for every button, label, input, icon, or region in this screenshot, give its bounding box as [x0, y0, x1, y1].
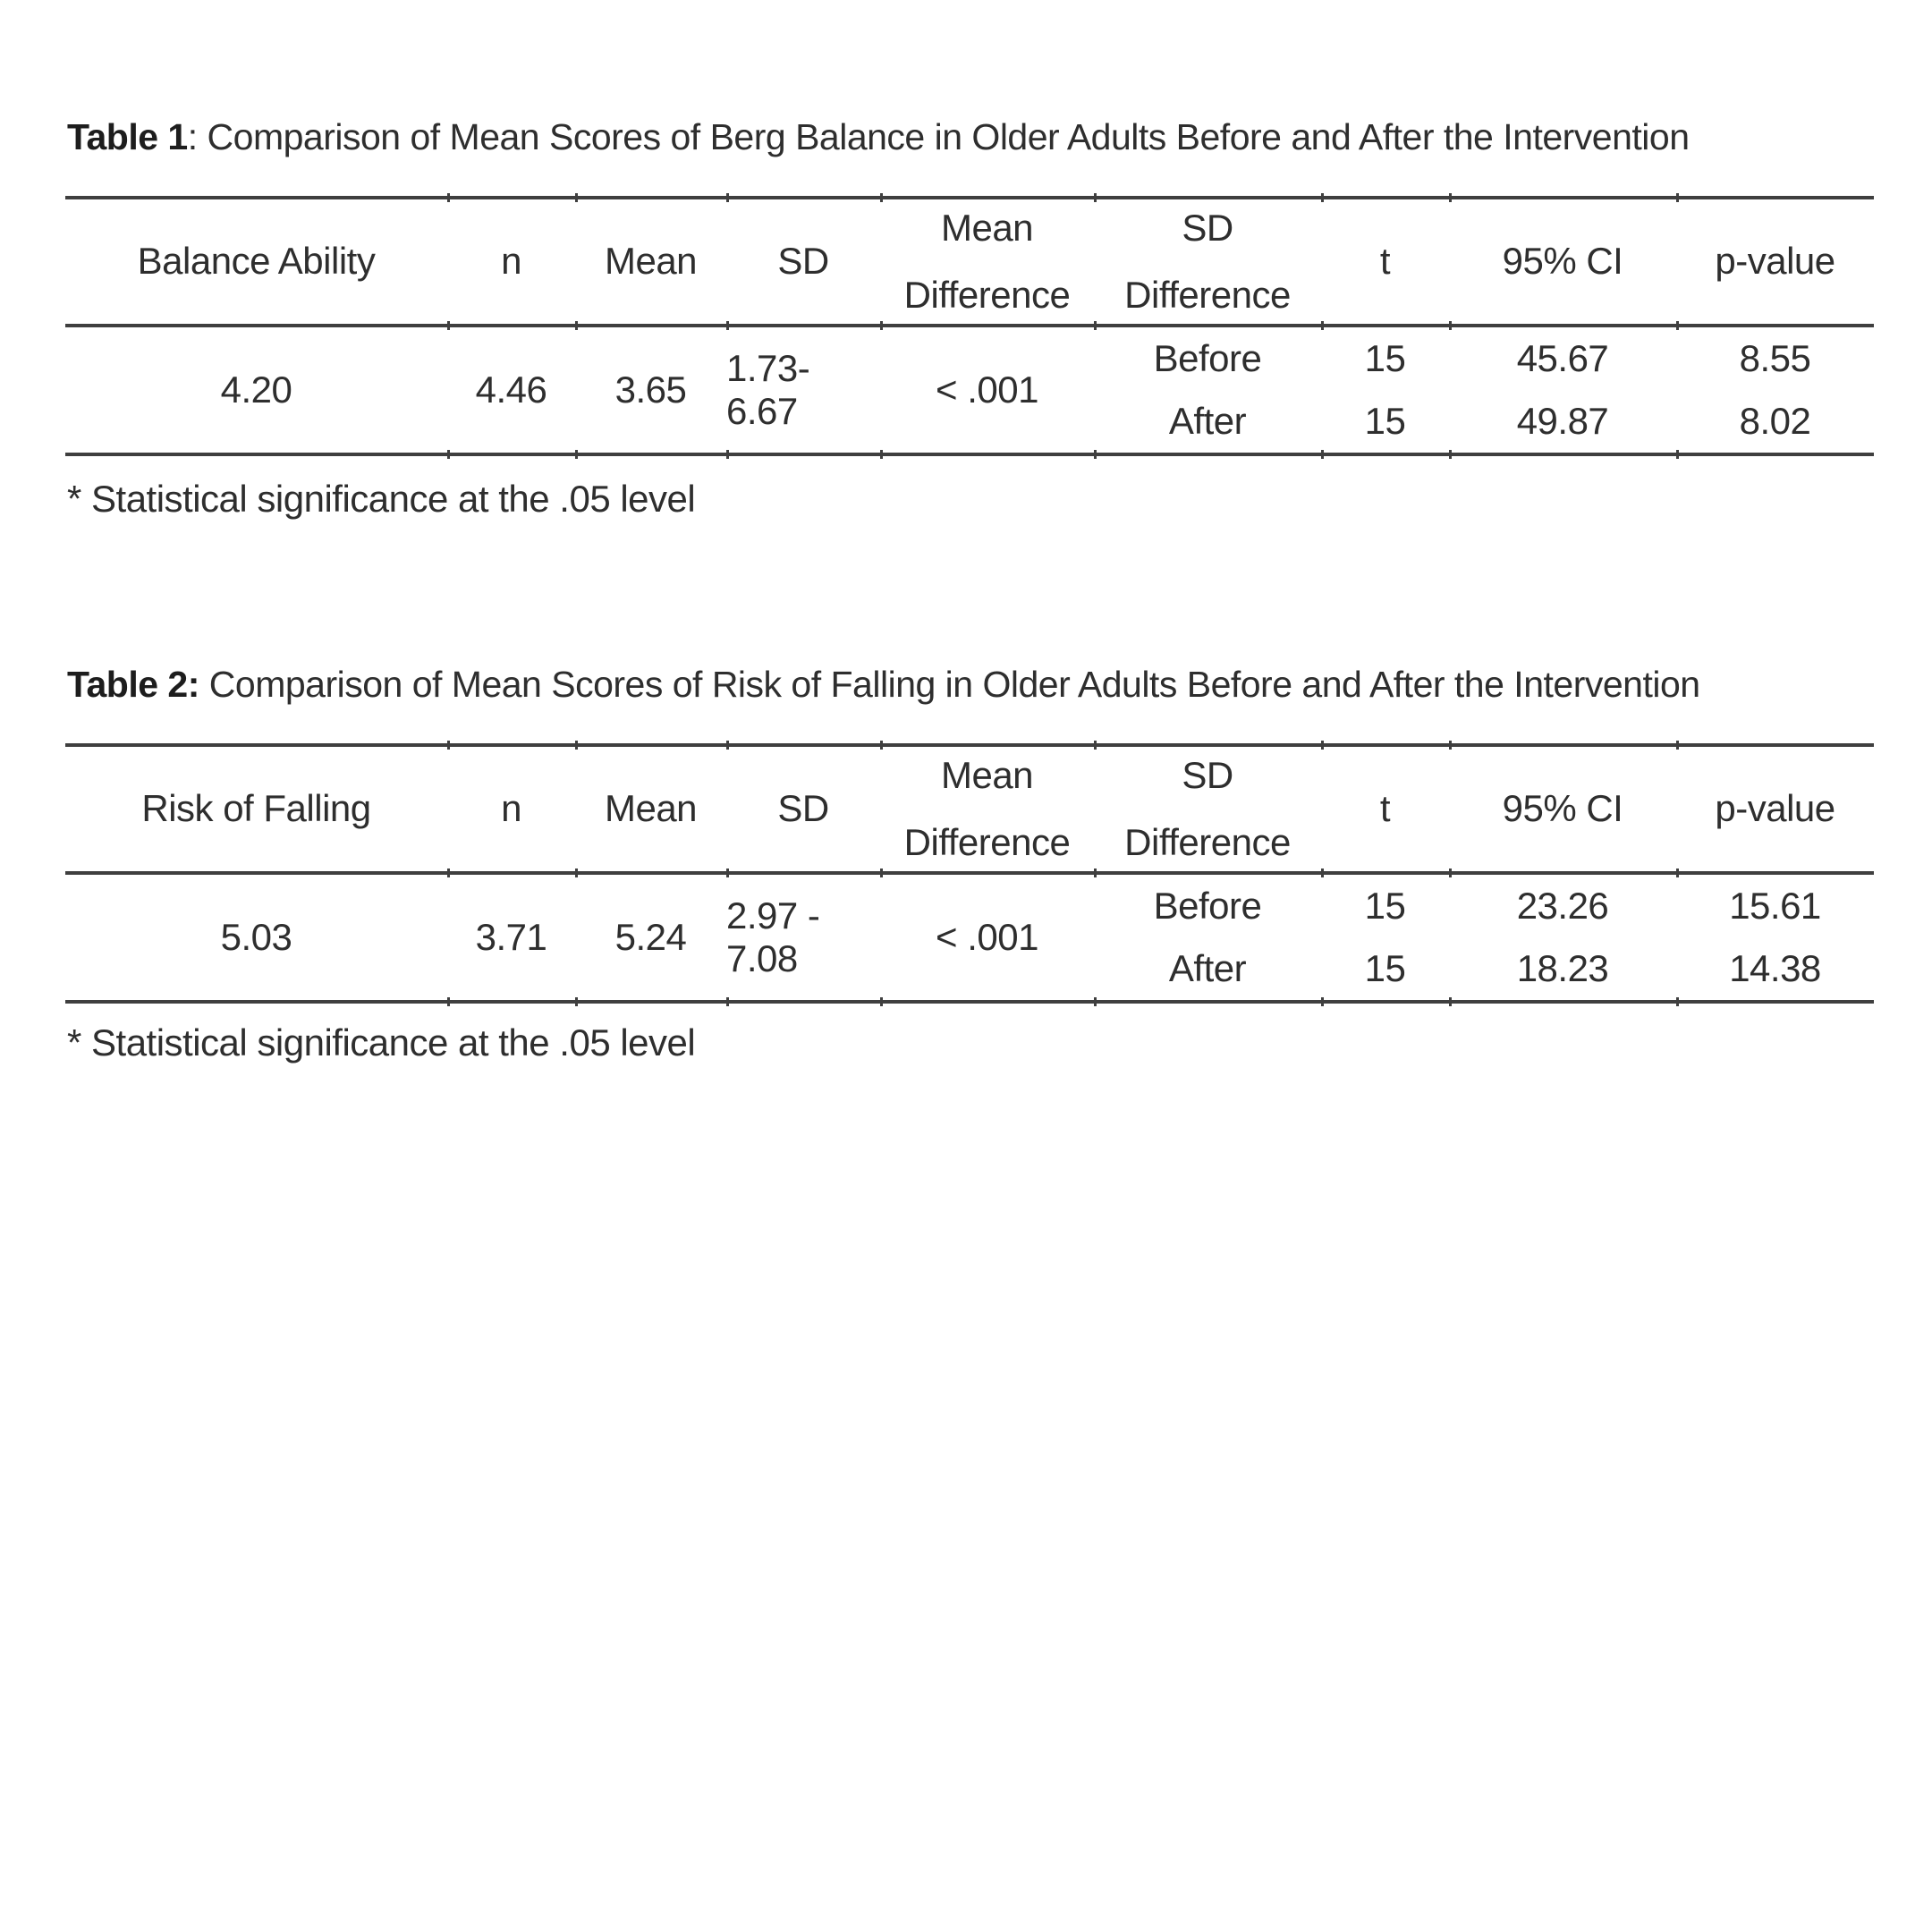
column-tick — [575, 997, 578, 1006]
column-tick — [726, 869, 729, 877]
table-2-cell-after-sd: 14.38 — [1729, 947, 1821, 989]
column-tick — [575, 321, 578, 330]
column-tick — [1094, 869, 1097, 877]
column-tick — [575, 193, 578, 202]
table-2-header-sd-difference: SD Difference — [1094, 747, 1321, 875]
column-tick — [447, 997, 450, 1006]
column-tick — [880, 321, 883, 330]
column-tick — [1094, 450, 1097, 459]
table-1-header-mean-difference: Mean Difference — [880, 199, 1094, 327]
table-2-title-label: Table 2: — [67, 664, 199, 705]
table-2-cell-before-sd: 15.61 — [1729, 885, 1821, 927]
table-2-title-text: Comparison of Mean Scores of Risk of Falling in Older Adults Before and After the Intervention — [199, 664, 1700, 705]
column-tick — [575, 741, 578, 750]
column-tick — [575, 869, 578, 877]
table-2-header-p-value: p-value — [1676, 747, 1874, 875]
table-1-title-text: : Comparison of Mean Scores of Berg Balance in Older Adults Before and After the Intervention — [187, 116, 1690, 157]
column-tick — [575, 450, 578, 459]
table-1-cell-after-label: After — [1168, 400, 1247, 442]
column-tick — [1094, 193, 1097, 202]
column-tick — [880, 869, 883, 877]
column-tick — [447, 193, 450, 202]
table-2-cell-mean-difference: 5.03 — [220, 916, 292, 958]
column-tick — [880, 741, 883, 750]
column-tick — [880, 193, 883, 202]
table-1-header-sd: SD — [726, 199, 880, 327]
table-2-cell-before-n: 15 — [1364, 885, 1406, 927]
column-tick — [1449, 450, 1452, 459]
table-2-header-t: t — [1321, 747, 1449, 875]
column-tick — [1321, 741, 1324, 750]
column-tick — [726, 193, 729, 202]
table-2-cell-after-n: 15 — [1364, 947, 1406, 989]
column-tick — [1321, 997, 1324, 1006]
column-tick — [1094, 997, 1097, 1006]
table-1-cell-ci: 1.73-6.67 — [726, 347, 810, 432]
column-tick — [1321, 869, 1324, 877]
table-2-grid — [65, 747, 1874, 1000]
table-2-header-risk-of-falling: Risk of Falling — [65, 747, 447, 875]
column-tick — [1321, 193, 1324, 202]
table-1-header-p-value: p-value — [1676, 199, 1874, 327]
table-1-header-balance-ability: Balance Ability — [65, 199, 447, 327]
table-2-cell-before-mean: 23.26 — [1516, 885, 1609, 927]
column-tick — [1449, 869, 1452, 877]
table-1-cell-t: 3.65 — [614, 369, 687, 411]
table-2-header-ci: 95% CI — [1449, 747, 1676, 875]
table-2-header-mean-difference: Mean Difference — [880, 747, 1094, 875]
table-2-header-mean: Mean — [575, 747, 726, 875]
table-1-cell-before-label: Before — [1153, 337, 1262, 379]
table-1-title — [67, 116, 1690, 158]
column-tick — [1676, 997, 1679, 1006]
column-tick — [447, 450, 450, 459]
column-tick — [726, 321, 729, 330]
column-tick — [1321, 321, 1324, 330]
column-tick — [447, 869, 450, 877]
table-1-cell-before-mean: 45.67 — [1516, 337, 1609, 379]
table-1-cell-before-sd: 8.55 — [1739, 337, 1811, 379]
table-1-header-t: t — [1321, 199, 1449, 327]
table-1-cell-after-n: 15 — [1364, 400, 1406, 442]
table-1-cell-after-mean: 49.87 — [1516, 400, 1609, 442]
column-tick — [1676, 869, 1679, 877]
column-tick — [1449, 193, 1452, 202]
table-2-header-n: n — [447, 747, 575, 875]
table-1-cell-after-sd: 8.02 — [1739, 400, 1811, 442]
column-tick — [447, 321, 450, 330]
table-2-cell-p-value: < .001 — [936, 916, 1038, 958]
column-tick — [726, 997, 729, 1006]
column-tick — [726, 741, 729, 750]
table-1-cell-before-n: 15 — [1364, 337, 1406, 379]
column-tick — [1676, 321, 1679, 330]
table-2-header-sd: SD — [726, 747, 880, 875]
table-1-title-label: Table 1 — [67, 116, 188, 157]
table-1-cell-mean-difference: 4.20 — [220, 369, 292, 411]
table-2-cell-ci: 2.97 - 7.08 — [726, 894, 820, 979]
column-tick — [1449, 997, 1452, 1006]
column-tick — [1676, 193, 1679, 202]
table-1-cell-p-value: < .001 — [936, 369, 1038, 411]
column-tick — [1449, 741, 1452, 750]
table-2-cell-sd-difference: 3.71 — [475, 916, 547, 958]
table-2-cell-after-label: After — [1168, 947, 1247, 989]
table-2-title — [67, 664, 1700, 706]
column-tick — [1094, 741, 1097, 750]
table-1-header-sd-difference: SD Difference — [1094, 199, 1321, 327]
table-1-cell-sd-difference: 4.46 — [475, 369, 547, 411]
column-tick — [726, 450, 729, 459]
column-tick — [880, 450, 883, 459]
column-tick — [1676, 741, 1679, 750]
table-2-cell-before-label: Before — [1153, 885, 1262, 927]
table-2-cell-t: 5.24 — [614, 916, 687, 958]
column-tick — [447, 741, 450, 750]
column-tick — [1321, 450, 1324, 459]
column-tick — [1676, 450, 1679, 459]
table-2-cell-after-mean: 18.23 — [1516, 947, 1609, 989]
column-tick — [880, 997, 883, 1006]
table-1 — [65, 196, 1874, 456]
column-tick — [1449, 321, 1452, 330]
table-1-header-n: n — [447, 199, 575, 327]
table-1-grid — [65, 199, 1874, 453]
table-1-header-ci: 95% CI — [1449, 199, 1676, 327]
table-2 — [65, 743, 1874, 1004]
column-tick — [1094, 321, 1097, 330]
table-1-header-mean: Mean — [575, 199, 726, 327]
table-1-footnote: * Statistical significance at the .05 level — [67, 478, 696, 520]
table-2-footnote: * Statistical significance at the .05 level — [67, 1021, 696, 1063]
